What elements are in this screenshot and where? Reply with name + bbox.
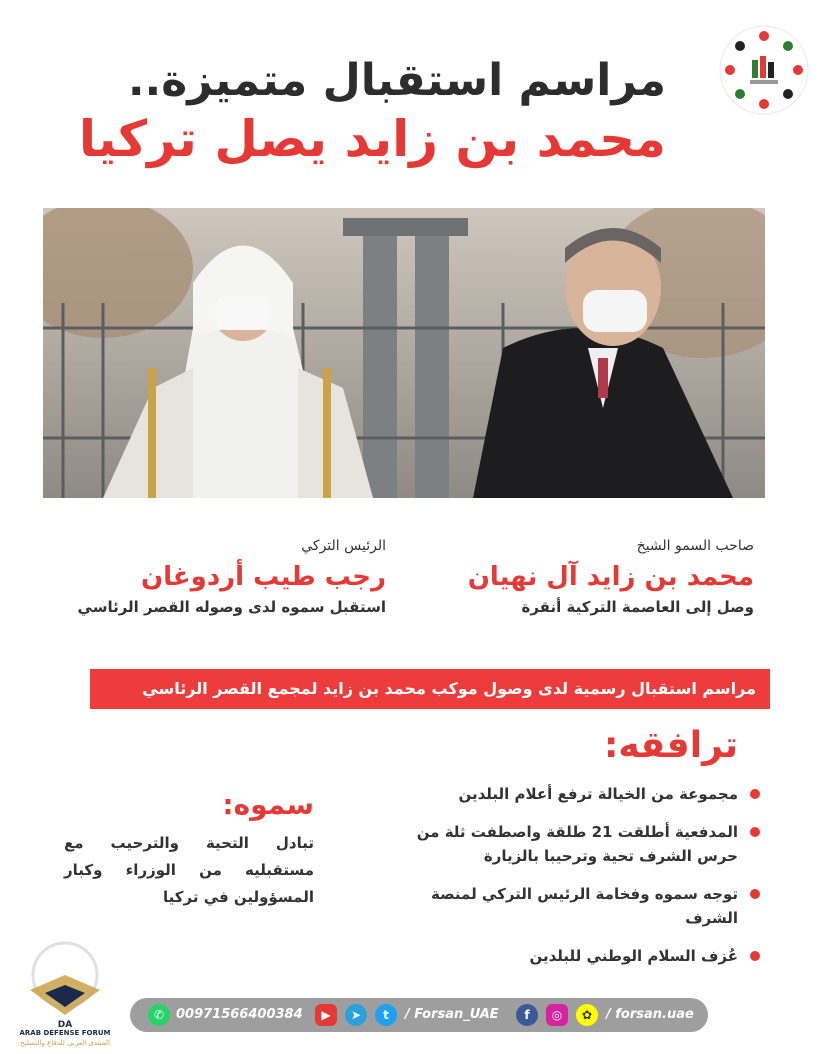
right-person-desc: وصل إلى العاصمة التركية أنقرة [521,598,754,616]
whatsapp-icon[interactable]: ✆ [148,1004,170,1026]
list-item [390,820,760,868]
left-person-name: رجب طيب أردوغان [140,562,386,592]
youtube-icon[interactable]: ▶ [315,1004,337,1026]
bullet-dot [750,827,760,837]
headline-line-2: محمد بن زايد يصل تركيا [78,110,666,168]
list-item-text: مجموعة من الخيالة ترفع أعلام البلدين [458,785,738,803]
handle-forsan-dot-uae[interactable]: / forsan.uae [606,1007,694,1022]
twitter-icon[interactable]: t [375,1004,397,1026]
right-person-block [394,538,754,616]
right-person-name: محمد بن زايد آل نهيان [467,562,754,592]
svg-text:DA: DA [57,1020,73,1030]
list-item [390,782,760,806]
arab-defense-forum-watermark [10,935,120,1050]
bullet-dot [750,889,760,899]
watermark-line-2: المنتدى العربي للدفاع والتسليح [20,1039,110,1047]
list-item-text: عُزف السلام الوطني للبلدين [529,947,738,965]
bullet-dot [750,789,760,799]
his-highness-text: تبادل التحية والترحيب مع مستقبليه من الوزراء وكبار المسؤولين في تركيا [64,834,314,906]
watermark-line-1: ARAB DEFENSE FORUM [19,1029,111,1037]
left-person-block [26,538,386,616]
forsan-logo [716,22,812,118]
instagram-icon[interactable]: ◎ [546,1004,568,1026]
handle-forsan-uae[interactable]: / Forsan_UAE [405,1007,499,1022]
right-person-title: صاحب السمو الشيخ [636,538,754,554]
his-highness-title: سموه: [222,788,314,821]
telegram-icon[interactable]: ➤ [345,1004,367,1026]
accompanied-list [390,782,760,982]
bullet-dot [750,951,760,961]
accompanied-title: ترافقه: [604,725,738,766]
headline-line-1: مراسم استقبال متميزة.. [127,55,666,106]
red-banner: مراسم استقبال رسمية لدى وصول موكب محمد بن زايد لمجمع القصر الرئاسي [90,669,770,709]
left-person-desc: استقبل سموه لدى وصوله القصر الرئاسي [77,598,386,616]
list-item-text: المدفعية أطلقت 21 طلقة واصطفت ثلة من حرس الشرف تحية وترحيبا بالزيارة [416,823,738,865]
snapchat-icon[interactable]: ✿ [576,1004,598,1026]
list-item-text: توجه سموه وفخامة الرئيس التركي لمنصة الشرف [431,885,738,927]
list-item [390,944,760,968]
list-item [390,882,760,930]
social-bar [130,998,708,1032]
facebook-icon[interactable]: f [516,1004,538,1026]
reception-photo [43,208,765,498]
phone-number[interactable]: 00971566400384 [176,1007,303,1022]
left-person-title: الرئيس التركي [301,538,386,554]
